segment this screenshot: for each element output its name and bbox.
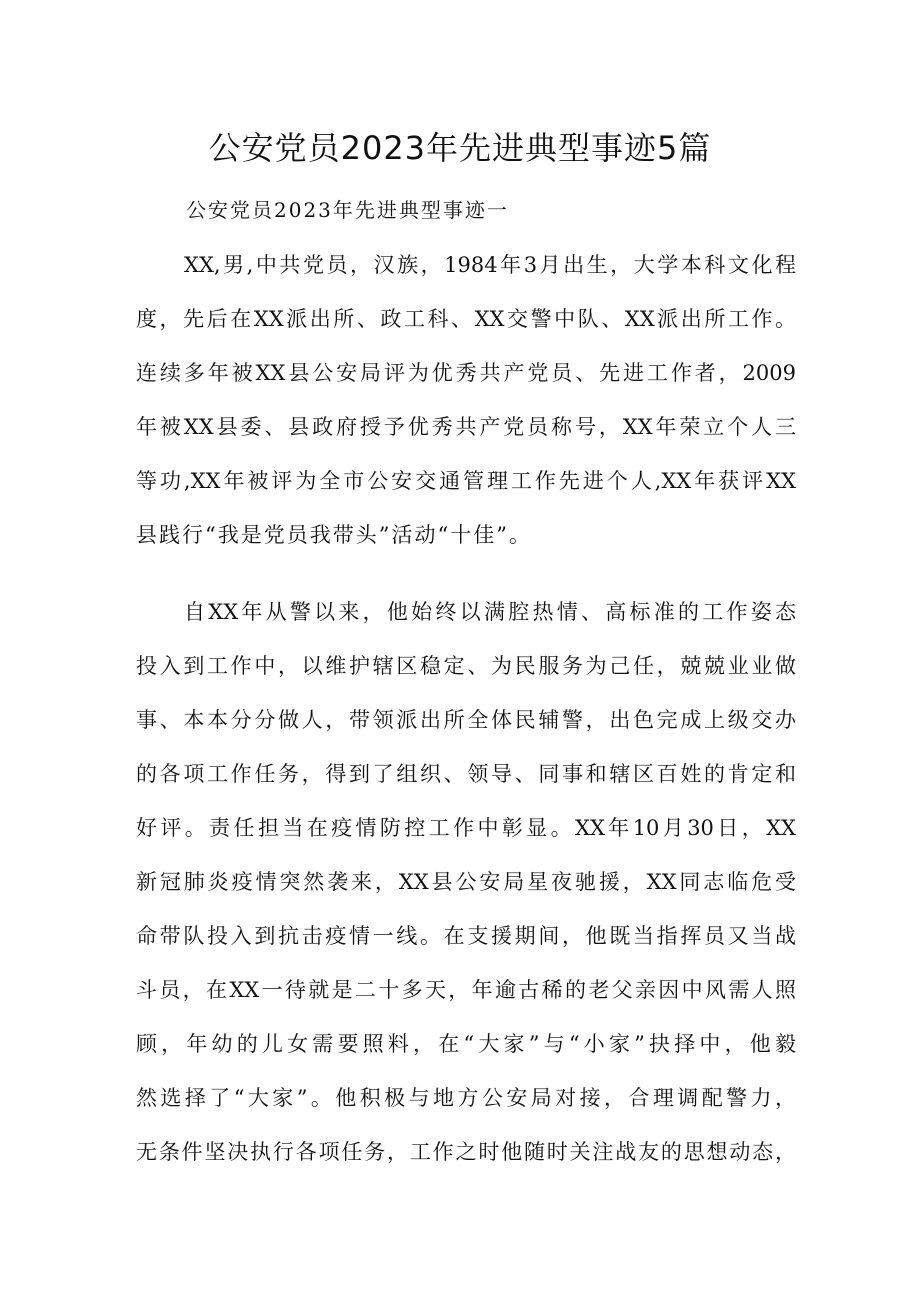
paragraph-line: 度，先后在XX派出所、政工科、XX交警中队、XX派出所工作。 xyxy=(136,307,796,331)
paragraph-line: 投入到工作中，以维护辖区稳定、为民服务为己任，兢兢业业做 xyxy=(136,654,796,678)
paragraph-line: 连续多年被XX县公安局评为优秀共产党员、先进工作者，2009 xyxy=(136,361,796,385)
paragraph-line: XX,男,中共党员，汉族，1984年3月出生，大学本科文化程 xyxy=(184,253,796,277)
paragraph-1 xyxy=(136,238,796,562)
paragraph-line: 无条件坚决执行各项任务，工作之时他随时关注战友的思想动态， xyxy=(136,1140,796,1164)
paragraph-line: 事、本本分分做人，带领派出所全体民辅警，出色完成上级交办 xyxy=(136,708,796,732)
paragraph-line: 自XX年从警以来，他始终以满腔热情、高标准的工作姿态 xyxy=(184,600,796,624)
paragraph-line: 年被XX县委、县政府授予优秀共产党员称号，XX年荣立个人三 xyxy=(136,415,796,439)
section-subtitle: 公安党员2023年先进典型事迹一 xyxy=(186,198,509,222)
paragraph-line: 的各项工作任务，得到了组织、领导、同事和辖区百姓的肯定和 xyxy=(136,762,796,786)
paragraph-line: 新冠肺炎疫情突然袭来，XX县公安局星夜驰援，XX同志临危受 xyxy=(136,870,796,894)
paragraph-line: 然选择了“大家”。他积极与地方公安局对接，合理调配警力， xyxy=(136,1086,796,1110)
paragraph-line: 斗员，在XX一待就是二十多天，年逾古稀的老父亲因中风需人照 xyxy=(136,978,796,1002)
paragraph-line: 命带队投入到抗击疫情一线。在支援期间，他既当指挥员又当战 xyxy=(136,924,796,948)
paragraph-2 xyxy=(136,585,796,1179)
paragraph-line: 好评。责任担当在疫情防控工作中彰显。XX年10月30日，XX xyxy=(136,816,796,840)
document-title: 公安党员2023年先进典型事迹5篇 xyxy=(208,129,712,167)
paragraph-line: 顾，年幼的儿女需要照料，在“大家”与“小家”抉择中，他毅 xyxy=(136,1032,796,1056)
paragraph-line: 等功,XX年被评为全市公安交通管理工作先进个人,XX年获评XX xyxy=(136,469,796,493)
paragraph-line: 县践行“我是党员我带头”活动“十佳”。 xyxy=(136,523,532,547)
